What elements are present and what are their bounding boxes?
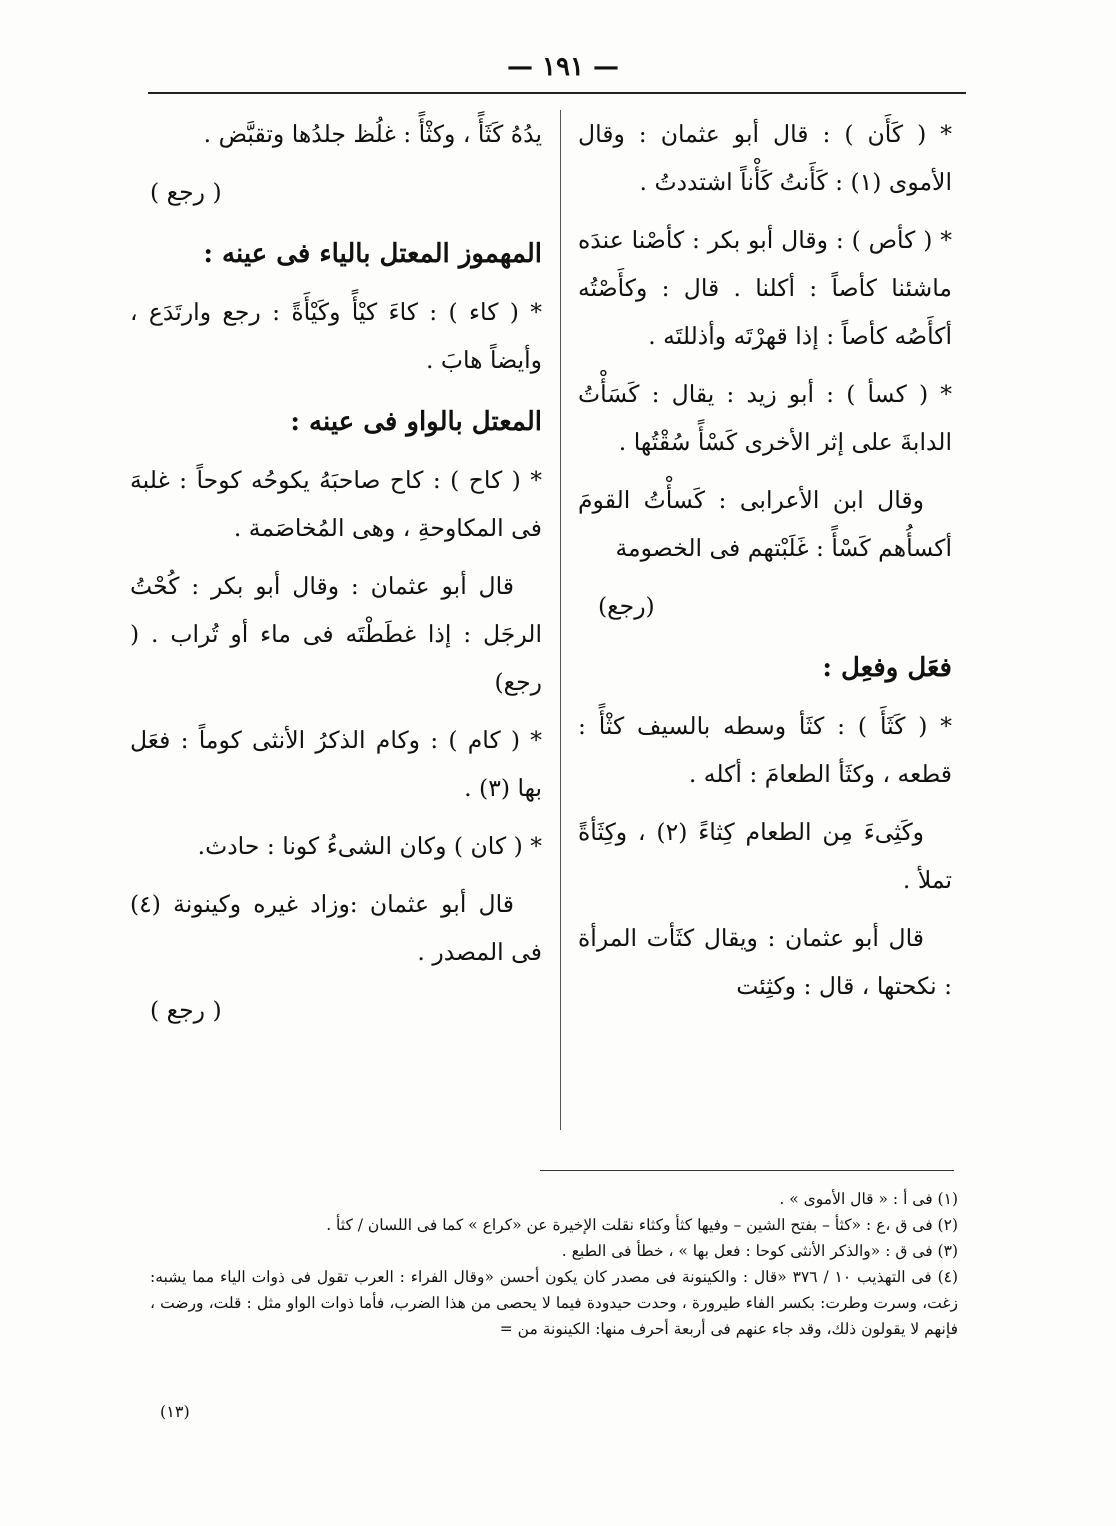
section-heading: فعَل وفعِل : [822, 653, 952, 683]
footnote: (٢) فى ق ،ع : «كثأ – بفتح الشين – وفيها كثأ وكثاء نقلت الإخيرة عن «كراع » كما فى اللسان / كثأ . [326, 1216, 958, 1234]
page-number: — ١٩١ — [506, 52, 620, 82]
paragraph: يدُهُ كَثَأً ، وكثْأً : غلُظ جلدُها وتقبَّض . [203, 120, 542, 148]
header-rule [148, 92, 966, 94]
paragraph: * ( كَثَأَ ) : كثَأ وسطه بالسيف كثْأً : قطعه ، وكثَأ الطعامَ : أكله . [578, 712, 952, 788]
section-heading: المهموز المعتل بالياء فى عينه : [203, 239, 542, 269]
column-divider [560, 110, 561, 1130]
paragraph: * ( كأص ) : وقال أبو بكر : كأصْنا عندَه ماشئنا كأصاً : أكلنا . قال : وكأَصْتُه أكأَصُه كأصاً : إذا قهرْتَه وأذللتَه . [578, 226, 952, 350]
footnote: (١) فى أ : « قال الأموى » . [779, 1190, 958, 1208]
footnote: (٣) فى ق : «والذكر الأنثى كوحا : فعل بها » ، خطأ فى الطبع . [561, 1242, 958, 1260]
return-marker: ( رجع ) [150, 178, 222, 206]
sheet-number: (١٣) [160, 1402, 190, 1421]
paragraph: وقال ابن الأعرابى : كَسأْتُ القومَ أكسأُهم كَسْأً : غَلَبْتهم فى الخصومة [578, 486, 952, 562]
paragraph: * ( كاح ) : كاح صاحبَهُ يكوحُه كوحاً : غلبهَ فى المكاوحةِ ، وهى المُخاصَمة . [130, 466, 542, 542]
paragraph: * ( كان ) وكان الشىءُ كونا : حادث. [197, 832, 542, 860]
return-marker: ( رجع ) [150, 996, 222, 1024]
section-heading: المعتل بالواو فى عينه : [290, 407, 542, 437]
paragraph: وكَثِىءَ مِن الطعام كِثاءً (٢) ، وكِثَأةً تملأ . [578, 818, 952, 894]
footnote: (٤) فى التهذيب ١٠ / ٣٧٦ «قال : والكينونة فى مصدر كان يكون أحسن «وقال الفراء : العرب تقول فى ذوات الياء مما يشبه: زغت، وسرت وطرت: بكسر الفاء طيرورة ، وحدت حيدودة فيما لا يحصى من هذا الضرب، فأما ذوات الواو مثل : قلت، ورضت ، فإنهم لا يقولون ذلك، وقد جاء عنهم فى أربعة أحرف منها: الكينونة من = [150, 1268, 959, 1338]
paragraph: قال أبو عثمان : ويقال كثَأت المرأة : نكحتها ، قال : وكثِئت [578, 924, 952, 1000]
footnotes [150, 1186, 958, 1342]
footnote-rule [540, 1170, 954, 1171]
paragraph: قال أبو عثمان : وقال أبو بكر : كُحْتُ الرجَل : إذا غطَطْتَه فى ماء أو تُراب . ( رجع) [130, 572, 542, 696]
paragraph: * ( كسأ ) : أبو زيد : يقال : كَسَأْتُ الدابةَ على إثر الأخرى كَسْأً سُقْتُها . [578, 380, 952, 456]
paragraph: قال أبو عثمان :وزاد غيره وكينونة (٤) فى المصدر . [130, 890, 542, 966]
paragraph: * ( كام ) : وكام الذكرُ الأنثى كوماً : فعَل بها (٣) . [130, 726, 542, 802]
paragraph: * ( كَأَن ) : قال أبو عثمان : وقال الأموى (١) : كَأَنتُ كَأْناً اشتددتُ . [578, 120, 952, 196]
return-marker: (رجع) [598, 592, 655, 620]
paragraph: * ( كاء ) : كاءَ كيْأً وكَيْأَةً : رجع وارتَدَع ، وأيضاً هابَ . [130, 298, 542, 374]
left-column [130, 110, 542, 1034]
right-column [578, 110, 952, 1020]
